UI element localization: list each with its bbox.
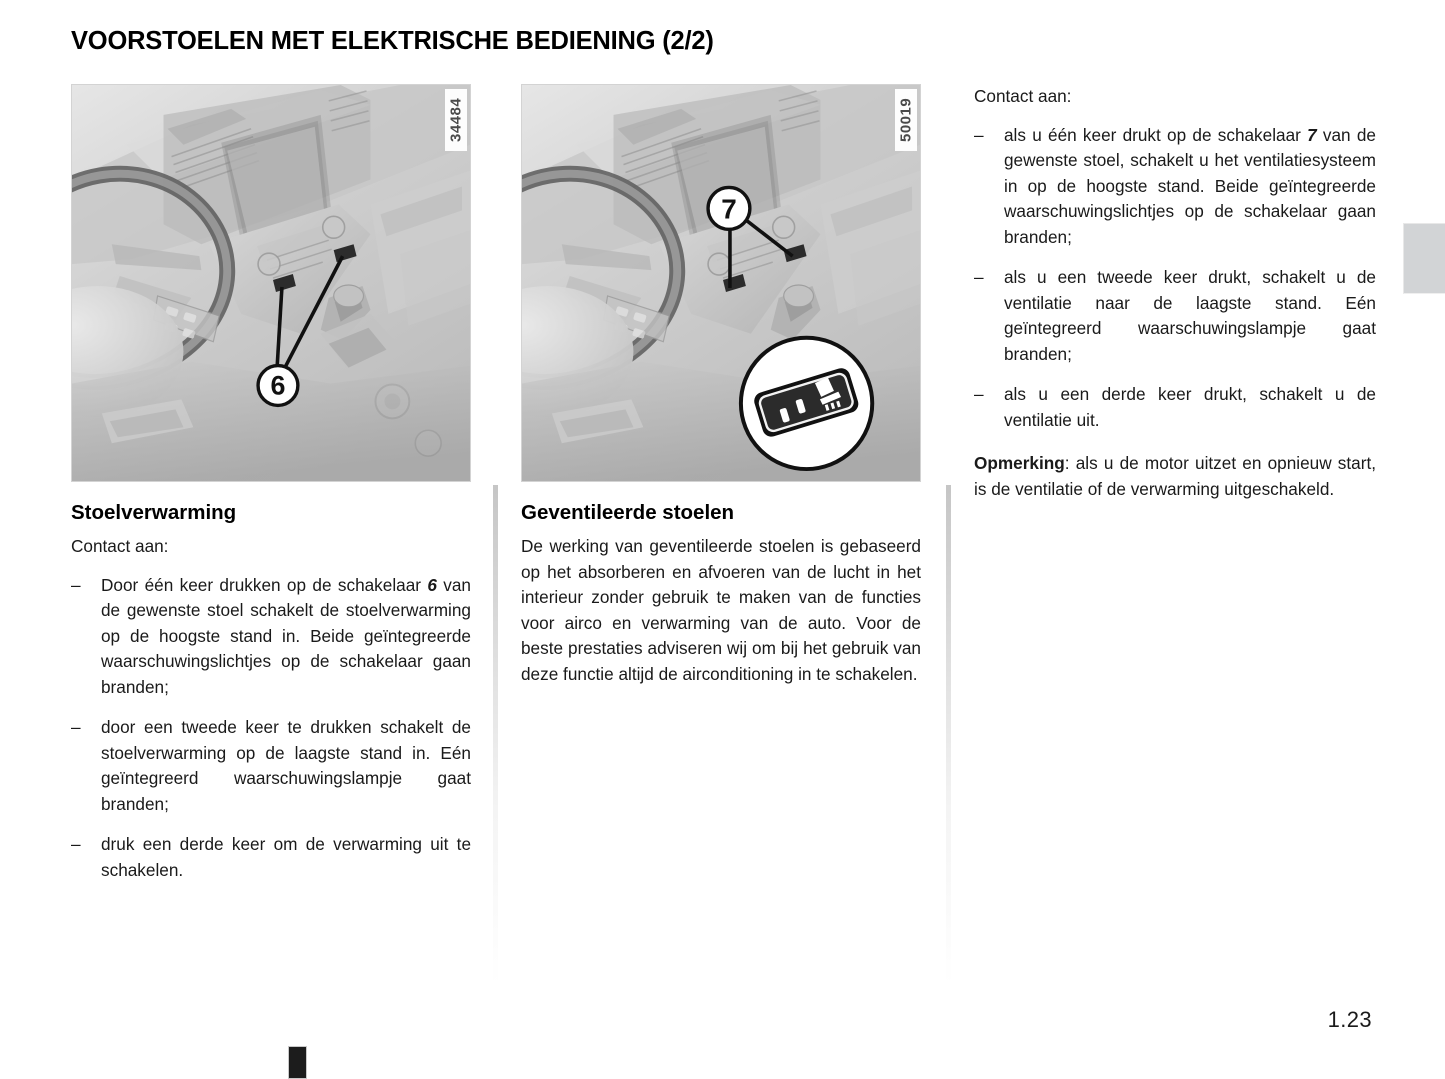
page-title: VOORSTOELEN MET ELEKTRISCHE BEDIENING (2/2) [71,27,714,55]
figure-seat-heating-illustration [72,85,470,481]
bullet-text-before: Door één keer drukken op de schakelaar [101,574,428,595]
list-item [974,123,1376,251]
bullet-text-after: van de gewenste stoel, schakelt u het ventilatiesysteem in op de hoogste stand. Beide geïntegreerde waarschuwingslichtjes op de schakelaar gaan branden; [1004,124,1376,247]
column-divider-right [946,485,951,985]
note-paragraph [974,451,1376,502]
right-intro-text: Contact aan: [974,86,1072,106]
column-left [71,84,471,883]
list-item [71,715,471,817]
column-right [974,84,1376,515]
bullet-text-after: van de gewenste stoel schakelt de stoelverwarming op de hoogste stand in. Beide geïntegreerde waarschuwingslichtjes op de schakelaar gaan branden; [101,574,471,697]
ventilated-seats-paragraph: De werking van geventileerde stoelen is gebaseerd op het absorberen en afvoeren van de lucht in het interieur zonder gebruik te maken van de functies voor airco en verwarming van de auto. Voor de beste prestaties adviseren wij om bij het gebruik van deze functie altijd de airconditioning in te schakelen. [521,536,921,684]
left-intro-text: Contact aan: [71,536,169,556]
bullet-text: druk een derde keer om de verwarming uit te schakelen. [101,834,471,880]
note-text: : als u de motor uitzet en opnieuw start, is de ventilatie of de verwarming uitgeschakeld. [974,453,1376,499]
bullet-reference: 6 [427,574,437,595]
bullet-text: als u een derde keer drukt, schakelt u de ventilatie uit. [1004,384,1376,430]
list-item [71,832,471,883]
column-middle [521,84,921,700]
figure-ventilated-seats-illustration [522,85,920,481]
list-item [71,573,471,701]
page-number: 1.23 [1327,1007,1372,1032]
bullet-dash: – [71,717,81,737]
registration-mark [288,1046,307,1079]
bullet-reference: 7 [1307,124,1317,145]
figure-code-50019: 50019 [895,89,917,151]
section-heading-ventilated-seats: Geventileerde stoelen [521,501,735,524]
column-divider-left [493,485,498,985]
figure-seat-heating [71,84,471,482]
bullet-dash: – [71,834,81,854]
switch-detail-inset [741,338,872,469]
bullet-dash: – [974,267,984,287]
note-label: Opmerking [974,453,1065,473]
figure-code-34484: 34484 [445,89,467,151]
list-item [974,265,1376,367]
bullet-dash: – [974,384,984,404]
bullet-text: door een tweede keer te drukken schakelt de stoelverwarming op de laagste stand in. Eén geïntegreerd waarschuwingslampje gaat branden; [101,717,471,814]
section-edge-tab [1403,223,1445,294]
svg-text:6: 6 [270,370,286,401]
bullet-text: als u een tweede keer drukt, schakelt u de ventilatie naar de laagste stand. Eén geïntegreerd waarschuwingslampje gaat branden; [1004,267,1376,364]
bullet-dash: – [71,574,81,595]
bullet-text-before: als u één keer drukt op de schakelaar [1004,124,1308,145]
figure-ventilated-seats [521,84,921,482]
list-item [974,382,1376,433]
bullet-dash: – [974,124,984,145]
section-heading-seat-heating: Stoelverwarming [71,501,237,524]
svg-text:7: 7 [721,193,737,225]
